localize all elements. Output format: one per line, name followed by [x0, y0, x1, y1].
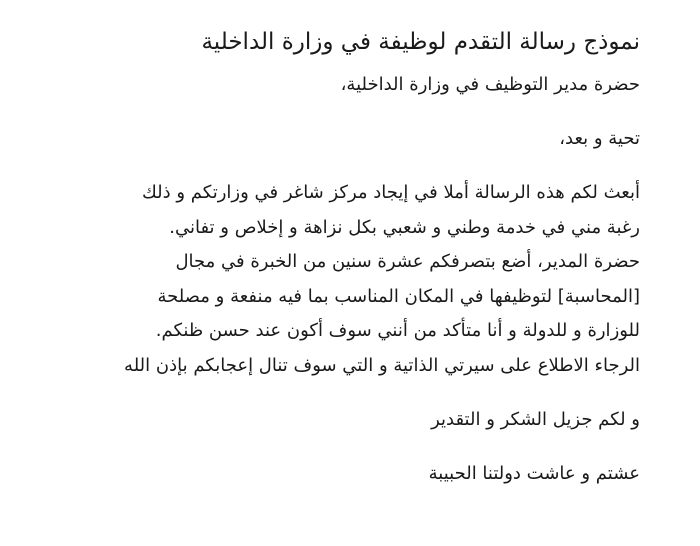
letter-body-line: [المحاسبة] لتوظيفها في المكان المناسب بما فيه منفعة و مصلحة [157, 285, 640, 307]
letter-salutation: حضرة مدير التوظيف في وزارة الداخلية، [340, 74, 640, 95]
letter-body [55, 176, 640, 383]
letter-body-line: للوزارة و للدولة و أنا متأكد من أنني سوف أكون عند حسن ظنكم. [155, 320, 640, 341]
letter-body-line: حضرة المدير، أضع بتصرفكم عشرة سنين من الخبرة في مجال [175, 251, 640, 272]
letter-body-line: الرجاء الاطلاع على سيرتي الذاتية و التي سوف تنال إعجابكم بإذن الله [124, 354, 640, 376]
letter-thanks: و لكم جزيل الشكر و التقدير [431, 409, 640, 430]
letter-greeting: تحية و بعد، [559, 128, 640, 149]
letter-body-line: أبعث لكم هذه الرسالة أملا في إيجاد مركز شاغر في وزارتكم و ذلك [141, 182, 640, 203]
letter-body-line: رغبة مني في خدمة وطني و شعبي بكل نزاهة و إخلاص و تفاني. [169, 216, 640, 238]
letter-closing: عشتم و عاشت دولتنا الحبيبة [428, 463, 640, 484]
letter-title: نموذج رسالة التقدم لوظيفة في وزارة الداخلية [201, 29, 640, 55]
